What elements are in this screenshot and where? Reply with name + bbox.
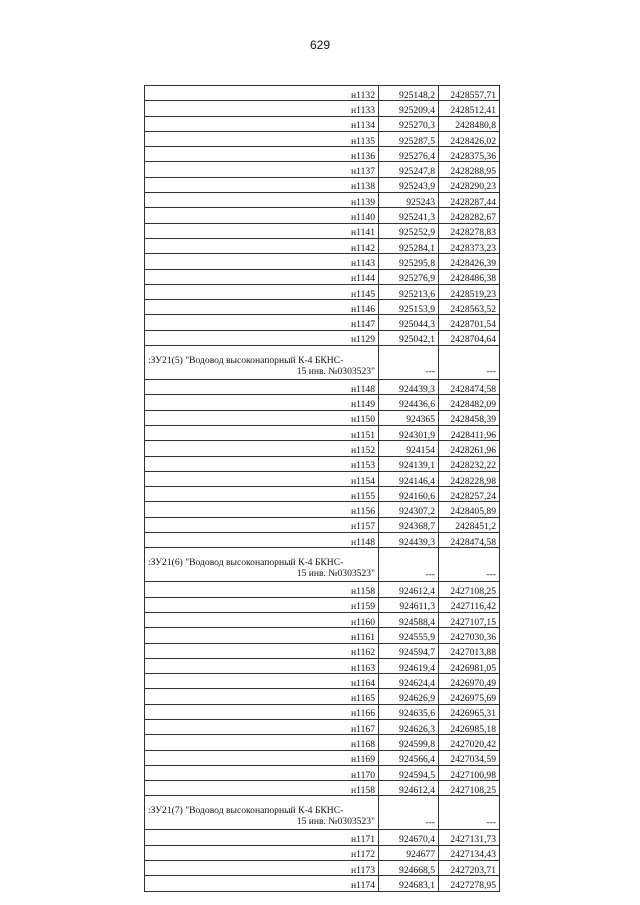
table-row (145, 719, 500, 734)
point-id-cell: н1154 (145, 471, 379, 486)
x-coordinate-cell: 925241,3 (379, 208, 439, 223)
section-title (145, 346, 379, 380)
table-row (145, 441, 500, 456)
point-id-cell: н1142 (145, 238, 379, 253)
x-coordinate-cell: 924594,5 (379, 765, 439, 780)
y-coordinate-cell: 2427278,95 (439, 876, 500, 891)
table-row (145, 533, 500, 548)
y-coordinate-cell: 2428228,98 (439, 471, 500, 486)
y-coordinate-cell: 2427108,25 (439, 582, 500, 597)
x-coordinate-cell: 925044,3 (379, 315, 439, 330)
point-id-cell: н1166 (145, 704, 379, 719)
point-id-cell: н1168 (145, 735, 379, 750)
x-coordinate-cell: 924683,1 (379, 876, 439, 891)
x-coordinate-cell: 924626,9 (379, 689, 439, 704)
point-id-cell: н1148 (145, 533, 379, 548)
table-row (145, 517, 500, 532)
y-coordinate-cell: 2427020,42 (439, 735, 500, 750)
section-title-line2: 15 инв. №0303523" (296, 567, 375, 579)
y-coordinate-cell: 2428373,23 (439, 238, 500, 253)
y-coordinate-cell: 2426970,49 (439, 674, 500, 689)
x-coordinate-cell: 924670,4 (379, 830, 439, 845)
point-id-cell: н1150 (145, 410, 379, 425)
table-row (145, 689, 500, 704)
section-placeholder-cell: --- (439, 796, 500, 830)
y-coordinate-cell: 2426985,18 (439, 719, 500, 734)
point-id-cell: н1145 (145, 284, 379, 299)
x-coordinate-cell: 925295,8 (379, 254, 439, 269)
x-coordinate-cell: 924368,7 (379, 517, 439, 532)
table-row (145, 750, 500, 765)
y-coordinate-cell: 2428701,54 (439, 315, 500, 330)
x-coordinate-cell: 924612,4 (379, 582, 439, 597)
section-title-line1: :ЗУ21(7) "Водовод высоконапорный К-4 БКНС- (148, 805, 344, 817)
x-coordinate-cell: 924436,6 (379, 395, 439, 410)
point-id-cell: н1169 (145, 750, 379, 765)
x-coordinate-cell: 925276,9 (379, 269, 439, 284)
table-row (145, 101, 500, 116)
table-row (145, 425, 500, 440)
section-placeholder-cell: --- (439, 548, 500, 582)
x-coordinate-cell: 924301,9 (379, 425, 439, 440)
table-row (145, 193, 500, 208)
point-id-cell: н1159 (145, 597, 379, 612)
x-coordinate-cell: 924588,4 (379, 612, 439, 627)
table-row (145, 876, 500, 891)
x-coordinate-cell: 925276,4 (379, 147, 439, 162)
x-coordinate-cell: 924626,3 (379, 719, 439, 734)
section-title-line1: :ЗУ21(5) "Водовод высоконапорный К-4 БКНС- (148, 354, 344, 366)
table-row (145, 86, 500, 101)
x-coordinate-cell: 925243 (379, 193, 439, 208)
x-coordinate-cell: 924160,6 (379, 487, 439, 502)
y-coordinate-cell: 2428451,2 (439, 517, 500, 532)
point-id-cell: н1148 (145, 380, 379, 395)
x-coordinate-cell: 924555,9 (379, 628, 439, 643)
table-row (145, 395, 500, 410)
table-row (145, 704, 500, 719)
x-coordinate-cell: 924677 (379, 845, 439, 860)
section-header-row (145, 796, 500, 830)
coordinates-table-body (145, 86, 500, 892)
y-coordinate-cell: 2427116,42 (439, 597, 500, 612)
x-coordinate-cell: 924624,4 (379, 674, 439, 689)
table-row (145, 781, 500, 796)
table-row (145, 582, 500, 597)
point-id-cell: н1158 (145, 582, 379, 597)
section-title (145, 548, 379, 582)
y-coordinate-cell: 2428557,71 (439, 86, 500, 101)
y-coordinate-cell: 2428474,58 (439, 533, 500, 548)
table-row (145, 177, 500, 192)
y-coordinate-cell: 2427100,98 (439, 765, 500, 780)
point-id-cell: н1151 (145, 425, 379, 440)
table-row (145, 380, 500, 395)
y-coordinate-cell: 2428282,67 (439, 208, 500, 223)
table-row (145, 502, 500, 517)
x-coordinate-cell: 925042,1 (379, 330, 439, 345)
x-coordinate-cell: 924611,3 (379, 597, 439, 612)
point-id-cell: н1164 (145, 674, 379, 689)
table-row (145, 658, 500, 673)
section-header-row (145, 548, 500, 582)
point-id-cell: н1170 (145, 765, 379, 780)
section-title (145, 796, 379, 830)
point-id-cell: н1138 (145, 177, 379, 192)
x-coordinate-cell: 925243,9 (379, 177, 439, 192)
table-row (145, 674, 500, 689)
table-row (145, 330, 500, 345)
point-id-cell: н1146 (145, 300, 379, 315)
x-coordinate-cell: 925213,6 (379, 284, 439, 299)
point-id-cell: н1133 (145, 101, 379, 116)
table-row (145, 284, 500, 299)
y-coordinate-cell: 2428426,39 (439, 254, 500, 269)
section-title-line2: 15 инв. №0303523" (296, 365, 375, 377)
table-row (145, 116, 500, 131)
point-id-cell: н1157 (145, 517, 379, 532)
table-row (145, 735, 500, 750)
x-coordinate-cell: 924619,4 (379, 658, 439, 673)
y-coordinate-cell: 2428486,38 (439, 269, 500, 284)
x-coordinate-cell: 924154 (379, 441, 439, 456)
y-coordinate-cell: 2428512,41 (439, 101, 500, 116)
section-title-line2: 15 инв. №0303523" (296, 815, 375, 827)
point-id-cell: н1155 (145, 487, 379, 502)
point-id-cell: н1149 (145, 395, 379, 410)
x-coordinate-cell: 924668,5 (379, 861, 439, 876)
table-row (145, 131, 500, 146)
point-id-cell: н1139 (145, 193, 379, 208)
point-id-cell: н1173 (145, 861, 379, 876)
table-row (145, 471, 500, 486)
y-coordinate-cell: 2428458,39 (439, 410, 500, 425)
coordinates-table (144, 85, 500, 892)
point-id-cell: н1140 (145, 208, 379, 223)
y-coordinate-cell: 2426965,31 (439, 704, 500, 719)
y-coordinate-cell: 2428563,52 (439, 300, 500, 315)
point-id-cell: н1163 (145, 658, 379, 673)
table-row (145, 612, 500, 627)
table-row (145, 410, 500, 425)
point-id-cell: н1161 (145, 628, 379, 643)
x-coordinate-cell: 925270,3 (379, 116, 439, 131)
section-placeholder-cell: --- (379, 796, 439, 830)
x-coordinate-cell: 924439,3 (379, 380, 439, 395)
y-coordinate-cell: 2427034,59 (439, 750, 500, 765)
x-coordinate-cell: 925148,2 (379, 86, 439, 101)
y-coordinate-cell: 2428480,8 (439, 116, 500, 131)
section-placeholder-cell: --- (379, 548, 439, 582)
x-coordinate-cell: 925252,9 (379, 223, 439, 238)
point-id-cell: н1172 (145, 845, 379, 860)
table-row (145, 300, 500, 315)
table-row (145, 456, 500, 471)
point-id-cell: н1134 (145, 116, 379, 131)
point-id-cell: н1160 (145, 612, 379, 627)
x-coordinate-cell: 924365 (379, 410, 439, 425)
point-id-cell: н1167 (145, 719, 379, 734)
x-coordinate-cell: 925287,5 (379, 131, 439, 146)
y-coordinate-cell: 2428411,96 (439, 425, 500, 440)
point-id-cell: н1171 (145, 830, 379, 845)
y-coordinate-cell: 2428278,83 (439, 223, 500, 238)
y-coordinate-cell: 2427030,36 (439, 628, 500, 643)
point-id-cell: н1143 (145, 254, 379, 269)
point-id-cell: н1132 (145, 86, 379, 101)
x-coordinate-cell: 925153,9 (379, 300, 439, 315)
point-id-cell: н1135 (145, 131, 379, 146)
section-header-row (145, 346, 500, 380)
x-coordinate-cell: 924566,4 (379, 750, 439, 765)
y-coordinate-cell: 2426981,05 (439, 658, 500, 673)
point-id-cell: н1158 (145, 781, 379, 796)
section-placeholder-cell: --- (379, 346, 439, 380)
table-row (145, 147, 500, 162)
y-coordinate-cell: 2427134,43 (439, 845, 500, 860)
y-coordinate-cell: 2428704,64 (439, 330, 500, 345)
table-row (145, 254, 500, 269)
table-row (145, 208, 500, 223)
section-placeholder-cell: --- (439, 346, 500, 380)
table-row (145, 238, 500, 253)
y-coordinate-cell: 2427203,71 (439, 861, 500, 876)
x-coordinate-cell: 924146,4 (379, 471, 439, 486)
x-coordinate-cell: 924599,8 (379, 735, 439, 750)
point-id-cell: н1147 (145, 315, 379, 330)
point-id-cell: н1165 (145, 689, 379, 704)
y-coordinate-cell: 2428519,23 (439, 284, 500, 299)
y-coordinate-cell: 2428232,22 (439, 456, 500, 471)
x-coordinate-cell: 925209,4 (379, 101, 439, 116)
point-id-cell: н1144 (145, 269, 379, 284)
point-id-cell: н1136 (145, 147, 379, 162)
table-row (145, 487, 500, 502)
x-coordinate-cell: 924635,6 (379, 704, 439, 719)
y-coordinate-cell: 2428288,95 (439, 162, 500, 177)
page-number: 629 (309, 38, 331, 52)
table-row (145, 861, 500, 876)
x-coordinate-cell: 925247,8 (379, 162, 439, 177)
point-id-cell: н1153 (145, 456, 379, 471)
x-coordinate-cell: 924612,4 (379, 781, 439, 796)
table-row (145, 765, 500, 780)
point-id-cell: н1141 (145, 223, 379, 238)
table-row (145, 830, 500, 845)
section-title-line1: :ЗУ21(6) "Водовод высоконапорный К-4 БКНС- (148, 557, 344, 569)
y-coordinate-cell: 2428474,58 (439, 380, 500, 395)
table-row (145, 628, 500, 643)
table-row (145, 162, 500, 177)
table-row (145, 315, 500, 330)
y-coordinate-cell: 2428375,36 (439, 147, 500, 162)
x-coordinate-cell: 924439,3 (379, 533, 439, 548)
y-coordinate-cell: 2426975,69 (439, 689, 500, 704)
table-row (145, 845, 500, 860)
y-coordinate-cell: 2428482,09 (439, 395, 500, 410)
table-row (145, 597, 500, 612)
y-coordinate-cell: 2427108,25 (439, 781, 500, 796)
table-row (145, 643, 500, 658)
point-id-cell: н1137 (145, 162, 379, 177)
x-coordinate-cell: 924307,2 (379, 502, 439, 517)
table-row (145, 269, 500, 284)
point-id-cell: н1129 (145, 330, 379, 345)
y-coordinate-cell: 2428257,24 (439, 487, 500, 502)
y-coordinate-cell: 2428261,96 (439, 441, 500, 456)
x-coordinate-cell: 924139,1 (379, 456, 439, 471)
point-id-cell: н1174 (145, 876, 379, 891)
y-coordinate-cell: 2427107,15 (439, 612, 500, 627)
point-id-cell: н1162 (145, 643, 379, 658)
x-coordinate-cell: 924594,7 (379, 643, 439, 658)
table-row (145, 223, 500, 238)
point-id-cell: н1156 (145, 502, 379, 517)
y-coordinate-cell: 2428290,23 (439, 177, 500, 192)
y-coordinate-cell: 2428287,44 (439, 193, 500, 208)
y-coordinate-cell: 2427013,88 (439, 643, 500, 658)
y-coordinate-cell: 2428405,89 (439, 502, 500, 517)
x-coordinate-cell: 925284,1 (379, 238, 439, 253)
y-coordinate-cell: 2427131,73 (439, 830, 500, 845)
point-id-cell: н1152 (145, 441, 379, 456)
y-coordinate-cell: 2428426,02 (439, 131, 500, 146)
